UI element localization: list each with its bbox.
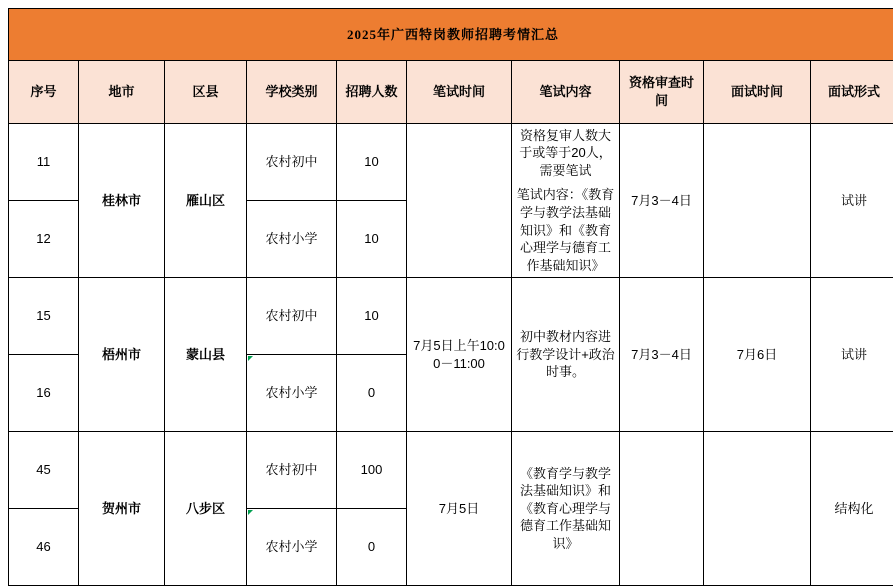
table-header-row	[9, 61, 893, 124]
cell-no: 12	[9, 201, 79, 278]
column-header-interview-form: 面试形式	[811, 61, 893, 124]
column-header-city: 地市	[79, 61, 165, 124]
column-header-interview-time: 面试时间	[704, 61, 811, 124]
cell-no: 46	[9, 509, 79, 586]
cell-no: 16	[9, 355, 79, 432]
column-header-district: 区县	[165, 61, 247, 124]
cell-school-type: 农村初中	[247, 432, 337, 509]
cell-interview-form: 试讲	[811, 278, 893, 432]
table-row	[9, 124, 893, 201]
written-content-line: 资格复审人数大于或等于20人，需要笔试	[519, 127, 612, 178]
cell-district: 蒙山县	[165, 278, 247, 432]
cell-school-type: 农村初中	[247, 278, 337, 355]
cell-district: 八步区	[165, 432, 247, 586]
table-row	[9, 432, 893, 509]
cell-hire-count: 0	[337, 355, 407, 432]
cell-interview-form: 试讲	[811, 124, 893, 278]
table-row	[9, 278, 893, 355]
cell-interview-time	[704, 124, 811, 278]
cell-hire-count: 0	[337, 509, 407, 586]
cell-city: 梧州市	[79, 278, 165, 432]
column-header-no: 序号	[9, 61, 79, 124]
written-content-line: 《教育学与教学法基础知识》和《教育心理学与德育工作基础知识》	[519, 465, 611, 551]
cell-hire-count: 10	[337, 201, 407, 278]
cell-school-type: 农村小学	[247, 509, 337, 586]
cell-written-content	[512, 124, 620, 278]
cell-city: 贺州市	[79, 432, 165, 586]
cell-review-time: 7月3－4日	[620, 278, 704, 432]
column-header-hire-count: 招聘人数	[337, 61, 407, 124]
column-header-written-time: 笔试时间	[407, 61, 512, 124]
table-title-row	[9, 9, 893, 61]
page-title: 2025年广西特岗教师招聘考情汇总	[9, 9, 893, 61]
cell-interview-time: 7月6日	[704, 278, 811, 432]
cell-no: 11	[9, 124, 79, 201]
cell-written-content	[512, 278, 620, 432]
cell-review-time	[620, 432, 704, 586]
written-content-line: 初中教材内容进行教学设计+政治时事。	[516, 329, 615, 380]
cell-interview-time	[704, 432, 811, 586]
cell-interview-form: 结构化	[811, 432, 893, 586]
cell-no: 45	[9, 432, 79, 509]
cell-city: 桂林市	[79, 124, 165, 278]
cell-hire-count: 10	[337, 278, 407, 355]
cell-hire-count: 100	[337, 432, 407, 509]
written-content-line: 笔试内容：《教育学与教学法基础知识》和《教育心理学与德育工作基础知识》	[516, 187, 615, 273]
recruitment-table	[8, 8, 893, 586]
cell-written-time	[407, 124, 512, 278]
cell-written-time: 7月5日上午10:00－11:00	[407, 278, 512, 432]
cell-written-content	[512, 432, 620, 586]
cell-school-type: 农村小学	[247, 355, 337, 432]
column-header-review-time: 资格审查时间	[620, 61, 704, 124]
cell-hire-count: 10	[337, 124, 407, 201]
column-header-school-type: 学校类别	[247, 61, 337, 124]
cell-school-type: 农村初中	[247, 124, 337, 201]
cell-school-type: 农村小学	[247, 201, 337, 278]
cell-no: 15	[9, 278, 79, 355]
cell-review-time: 7月3－4日	[620, 124, 704, 278]
cell-written-time: 7月5日	[407, 432, 512, 586]
column-header-written-content: 笔试内容	[512, 61, 620, 124]
cell-district: 雁山区	[165, 124, 247, 278]
